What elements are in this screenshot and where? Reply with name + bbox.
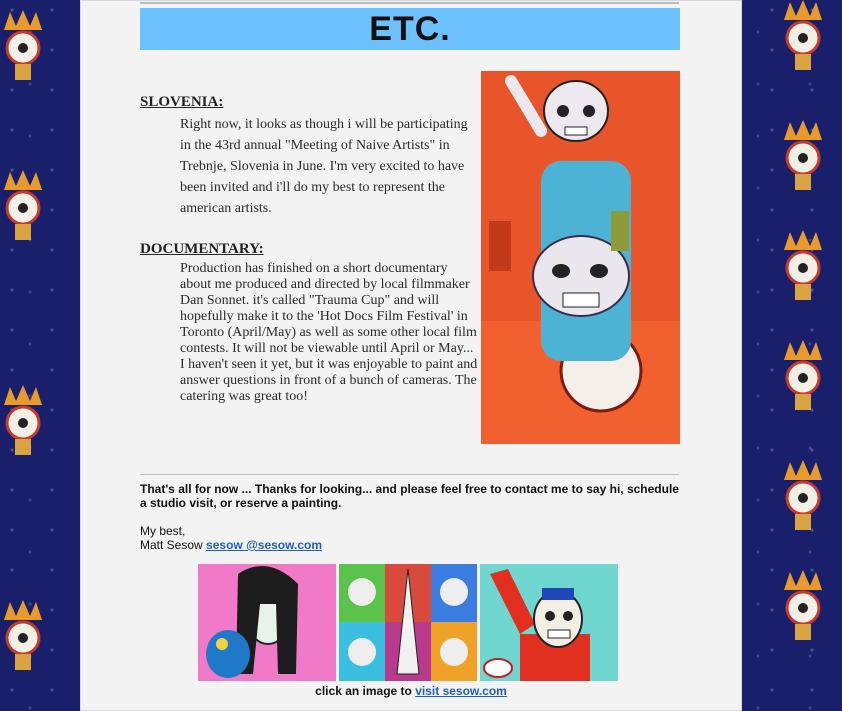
author-name: Matt Sesow [140,538,203,552]
sun-face-icon [780,340,826,412]
visit-site-link[interactable]: visit sesow.com [415,684,507,698]
sun-face-icon [780,230,826,302]
thumbnail-portrait[interactable] [198,564,336,681]
thumbnail-strip [198,564,618,681]
thumbnail-image [339,564,477,681]
section-title-documentary: DOCUMENTARY: [140,241,264,257]
closing-message: That's all for now ... Thanks for looking... and please feel free to contact me to say hi, schedule a studio visit, or reserve a painting. [140,482,679,510]
sun-face-icon [0,385,46,457]
footer-divider [140,474,679,475]
sun-face-icon [780,570,826,642]
page-banner [140,8,680,50]
thumbnail-astronauts[interactable] [339,564,477,681]
sun-face-icon [780,0,826,72]
banner-title: ETC. [369,9,451,48]
section-body-slovenia: Right now, it looks as though i will be participating in the 43rd annual "Meeting of Naive Artists" in Trebnje, Slovenia in June. I'm very excited to have been invited and i'll do my best to represent the american artists. [180,117,468,216]
email-link[interactable]: sesow @sesow.com [206,538,323,552]
sun-face-icon [0,10,46,82]
thumbnail-image [480,564,618,681]
top-divider [140,2,679,4]
section-title-slovenia: SLOVENIA: [140,94,224,110]
signoff: My best, [140,524,186,538]
main-content [80,0,742,711]
left-decorative-border [0,0,80,711]
sun-face-icon [780,120,826,192]
right-decorative-border [762,0,842,711]
sun-face-icon [780,460,826,532]
signature-line [140,538,322,552]
sun-face-icon [0,600,46,672]
caption-text: click an image to [315,684,412,698]
thumbnail-image [198,564,336,681]
sun-face-icon [0,170,46,242]
thumbnail-red-figure[interactable] [480,564,618,681]
thumbnail-caption [80,684,742,698]
featured-painting [481,71,680,444]
painting-image [481,71,680,444]
section-body-documentary: Production has finished on a short documentary about me produced and directed by local filmmaker Dan Sonnet. it's called "Trauma Cup" and will hopefully make it to the 'Hot Docs Film Festival' in Toronto (April/May) as well as some other local film contests. It will not be viewable until April or May... I haven't seen it yet, but it was enjoyable to paint and answer questions in front of a bunch of cameras. The catering was great too! [180,261,478,404]
